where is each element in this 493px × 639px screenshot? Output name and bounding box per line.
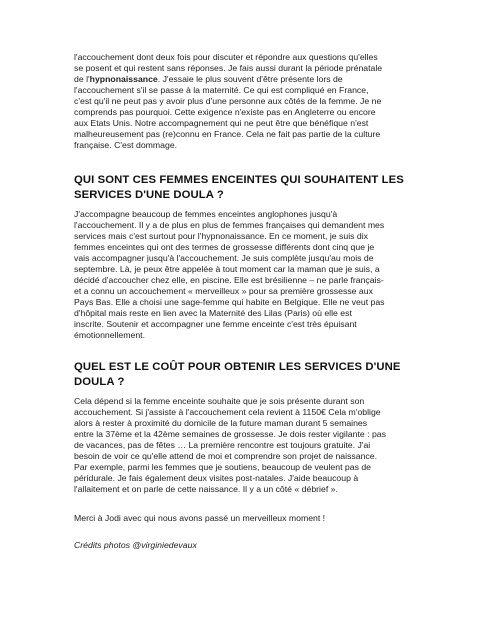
- text-line: comprends pas pourquoi. Cette exigence n'existe pas en Angleterre ou encore: [74, 107, 376, 117]
- text-line: l'accouchement dont deux fois pour discuter et répondre aux questions qu'elles: [74, 52, 378, 62]
- text-line: inscrite. Soutenir et accompagner une femme enceinte c'est très épuisant: [74, 319, 357, 329]
- text-line: péridurale. Je fais également deux visites post-natales. J'aide beaucoup à: [74, 473, 359, 483]
- text-line: française. C'est dommage.: [74, 140, 178, 150]
- thanks-text: Merci à Jodi avec qui nous avons passé un merveilleux moment !: [74, 513, 326, 523]
- text-line: QUEL EST LE COÛT POUR OBTENIR LES SERVICES D'UNE: [74, 361, 401, 373]
- text-line: [74, 74, 424, 85]
- photo-credits: [74, 540, 424, 551]
- credits-text: Crédits photos @virginiedevaux: [74, 540, 197, 550]
- text-line: septembre. Là, je peux être appelée à tout moment car la maman que je suis, a: [74, 264, 380, 274]
- text-line: Cela dépend si la femme enceinte souhaite que je sois présente durant son: [74, 396, 365, 406]
- text-line: services mais c'est surtout pour l'hypnonaissance. En ce moment, je suis dix: [74, 231, 368, 241]
- text-line: SERVICES D'UNE DOULA ?: [74, 189, 224, 201]
- section-heading-women: [74, 173, 424, 203]
- text-line: émotionnellement.: [74, 330, 145, 340]
- intro-paragraph: [74, 52, 424, 151]
- text-line: Pays Bas. Elle a choisi une sage-femme qui habite en Belgique. Elle ne veut pas: [74, 297, 385, 307]
- thanks-paragraph: [74, 513, 424, 524]
- text-line: vais accompagner jusqu'à l'accouchement. Je suis complète jusqu'au mois de: [74, 253, 374, 263]
- text-line: c'est qu'il ne peut pas y avoir plus d'une personne aux côtés de la femme. Je ne: [74, 96, 382, 106]
- text-segment: . J'essaie le plus souvent d'être présente lors de: [157, 74, 343, 84]
- text-line: entre la 37ème et la 42ème semaines de grossesse. Je dois rester vigilante : pas: [74, 429, 386, 439]
- bold-term: hypnonaissance: [89, 74, 158, 84]
- text-line: besoin de voir ce qu'elle attend de moi et comprendre son projet de naissance.: [74, 451, 378, 461]
- text-line: se posent et qui restent sans réponses. Je fais aussi durant la période prénatale: [74, 63, 383, 73]
- text-line: accouchement. Si j'assiste à l'accouchement cela revient à 1150€ Cela m'oblige: [74, 407, 381, 417]
- text-line: malheureusement pas (re)connu en France. Cela ne fait pas partie de la culture: [74, 129, 381, 139]
- text-line: aux Etats Unis. Notre accompagnement qui ne peut être que bénéfique n'est: [74, 118, 369, 128]
- text-line: Par exemple, parmi les femmes que je soutiens, beaucoup de veulent pas de: [74, 462, 371, 472]
- paragraph-women: [74, 209, 424, 341]
- text-line: J'accompagne beaucoup de femmes enceintes anglophones jusqu'à: [74, 209, 338, 219]
- section-heading-cost: [74, 360, 424, 390]
- text-line: QUI SONT CES FEMMES ENCEINTES QUI SOUHAITENT LES: [74, 174, 404, 186]
- text-line: décidé d'accoucher chez elle, en piscine. Elle est brésilienne – ne parle français-: [74, 275, 384, 285]
- text-line: l'allaitement et on parle de cette naissance. Il y a un côté « débrief ».: [74, 484, 338, 494]
- text-segment: de l': [74, 74, 90, 84]
- text-line: et a connu un accouchement « merveilleux » pour sa première grossesse aux: [74, 286, 373, 296]
- text-line: l'accouchement s'il se passe à la maternité. Ce qui est compliqué en France,: [74, 85, 369, 95]
- paragraph-cost: [74, 396, 424, 495]
- text-line: d'hôpital mais reste en lien avec la Maternité des Lilas (Paris) où elle est: [74, 308, 352, 318]
- text-line: femmes enceintes qui ont des termes de grossesse différents dont cinq que je: [74, 242, 375, 252]
- text-line: DOULA ?: [74, 376, 125, 388]
- text-line: de vacances, pas de fêtes … La première rencontre est toujours gratuite. J'ai: [74, 440, 371, 450]
- text-line: alors à rester à proximité du domicile de la future maman durant 5 semaines: [74, 418, 368, 428]
- text-line: l'accouchement. Il y a de plus en plus de femmes françaises qui demandent mes: [74, 220, 385, 230]
